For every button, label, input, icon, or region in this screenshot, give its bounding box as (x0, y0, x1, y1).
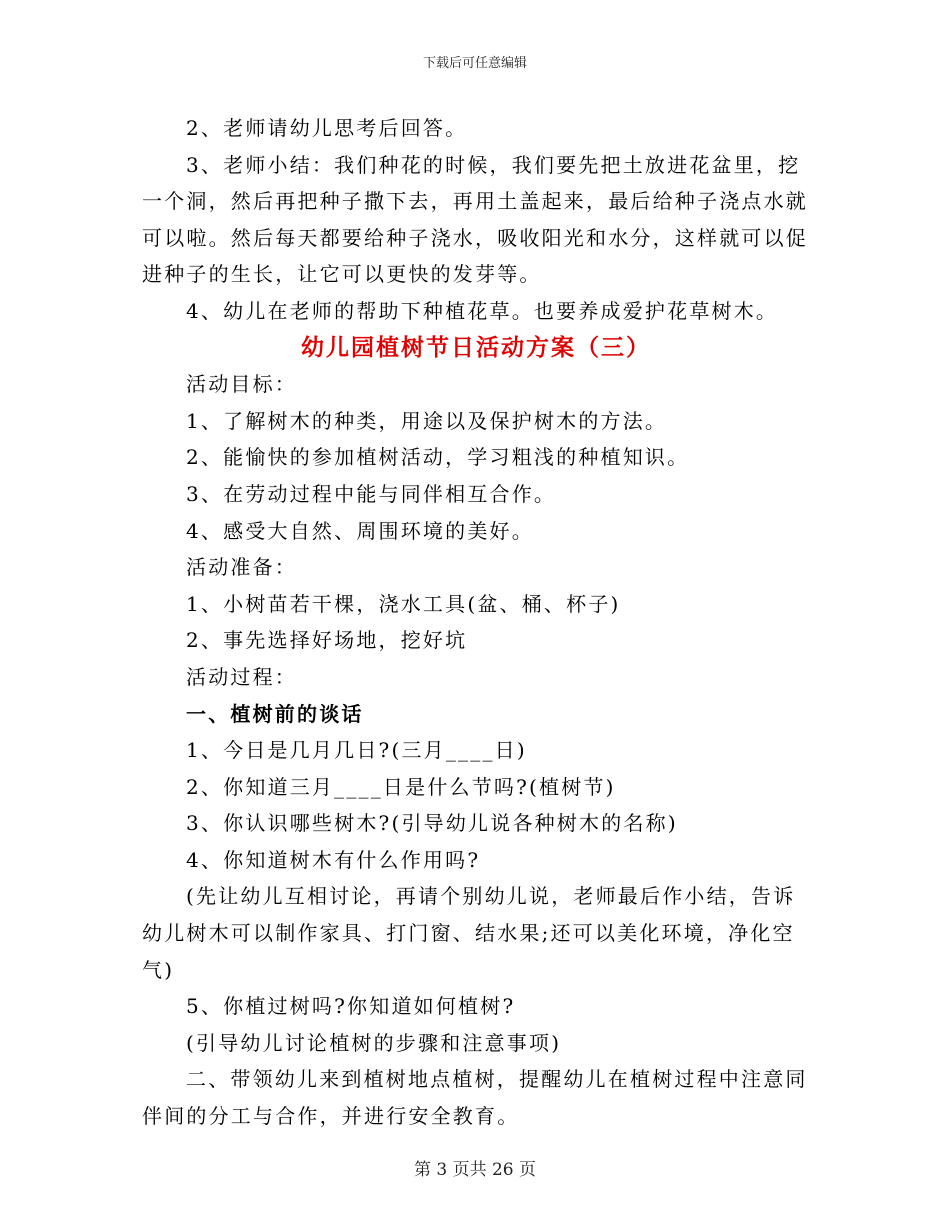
goals-label: 活动目标： (186, 372, 297, 397)
preparation-item-2: 2、事先选择好场地，挖好坑 (186, 628, 468, 653)
process-step-2: 二、带领幼儿来到植树地点植树，提醒幼儿在植树过程中注意同伴间的分工与合作，并进行安全教育。 (142, 1067, 808, 1129)
page-footer: 第 3 页共 26 页 (413, 1160, 537, 1180)
paragraph-step-4: 4、幼儿在老师的帮助下种植花草。也要养成爱护花草树木。 (186, 298, 779, 323)
guidance-note: (引导幼儿讨论植树的步骤和注意事项) (186, 1030, 562, 1055)
goal-item-2: 2、能愉快的参加植树活动，学习粗浅的种植知识。 (186, 445, 690, 470)
question-item-4: 4、你知道树木有什么作用吗? (186, 847, 481, 872)
question-item-3: 3、你认识哪些树木?(引导幼儿说各种树木的名称) (186, 811, 678, 836)
preparation-label: 活动准备： (186, 555, 297, 580)
goal-item-3: 3、在劳动过程中能与同伴相互合作。 (186, 481, 557, 506)
discussion-note: (先让幼儿互相讨论，再请个别幼儿说，老师最后作小结，告诉幼儿树木可以制作家具、打门窗、结水果;还可以美化环境，净化空气) (142, 884, 796, 982)
paragraph-step-3: 3、老师小结：我们种花的时候，我们要先把土放进花盆里，挖一个洞，然后再把种子撒下去，再用土盖起来，最后给种子浇点水就可以啦。然后每天都要给种子浇水，吸收阳光和水分，这样就可以促进种子的生长，让它可以更快的发芽等。 (142, 152, 808, 287)
page-header: 下载后可任意编辑 (422, 56, 527, 71)
question-item-2: 2、你知道三月____日是什么节吗?(植树节) (186, 774, 616, 799)
process-subheading-1: 一、植树前的谈话 (186, 701, 364, 726)
preparation-item-1: 1、小树苗若干棵，浇水工具(盆、桶、杯子) (186, 591, 621, 616)
section-heading: 幼儿园植树节日活动方案（三） (301, 334, 651, 361)
question-item-1: 1、今日是几月几日?(三月____日) (186, 738, 527, 763)
question-item-5: 5、你植过树吗?你知道如何植树? (186, 994, 516, 1019)
process-label: 活动过程： (186, 664, 297, 689)
goal-item-4: 4、感受大自然、周围环境的美好。 (186, 518, 534, 543)
paragraph-step-2: 2、老师请幼儿思考后回答。 (186, 116, 468, 140)
goal-item-1: 1、了解树木的种类，用途以及保护树木的方法。 (186, 408, 668, 433)
document-body (142, 110, 810, 1135)
